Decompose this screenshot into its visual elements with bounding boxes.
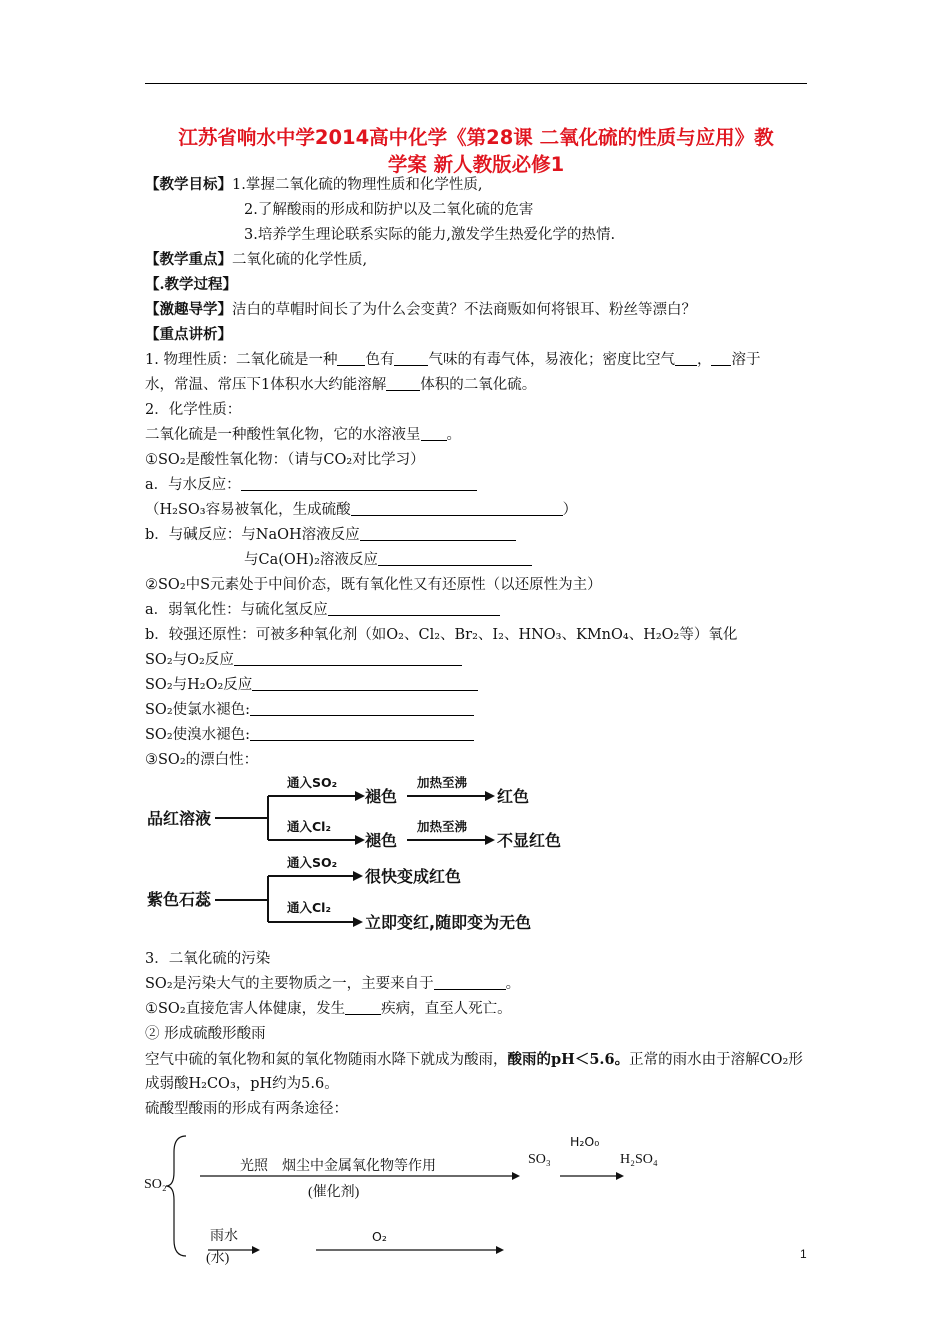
pass-so2-label: 通入SO₂ bbox=[287, 775, 338, 790]
caoh-line bbox=[244, 550, 532, 570]
lecture-label: 【重点讲析】 bbox=[145, 326, 232, 343]
blank-source bbox=[434, 975, 506, 990]
physical-text-7: 体积的二氧化硫。 bbox=[420, 377, 537, 393]
pollution-source-text: SO₂是污染大气的主要物质之一，主要来自于 bbox=[145, 976, 434, 992]
strong-reduction-line: b．较强还原性：可被多种氧化剂（如O₂、Cl₂、Br₂、I₂、HNO₃、KMnO₄、H₂O₂等）氧化 bbox=[145, 627, 738, 643]
blank-br2-water bbox=[250, 726, 474, 741]
physical-text-6: 水，常温、常压下1体积水大约能溶解 bbox=[145, 377, 387, 393]
arrow-head-icon bbox=[252, 1246, 260, 1254]
weak-oxidation-line bbox=[145, 600, 500, 620]
pass-so2-label-2: 通入SO₂ bbox=[287, 855, 338, 870]
bleach-heading: ③SO₂的漂白性： bbox=[145, 752, 259, 768]
arrow-head-icon bbox=[355, 791, 365, 801]
chemical-heading: 2．化学性质： bbox=[145, 402, 242, 418]
focus-line bbox=[145, 250, 367, 270]
title-line-1: 江苏省响水中学2014高中化学《第28课 二氧化硫的性质与应用》教 bbox=[178, 126, 774, 149]
arrow-head-icon bbox=[512, 1172, 520, 1180]
o2-reaction-label: SO₂与O₂反应 bbox=[145, 652, 234, 668]
document-title bbox=[145, 124, 807, 178]
blank-naoh bbox=[360, 526, 516, 541]
pollution-heading: 3．二氧化硫的污染 bbox=[145, 951, 271, 967]
pollution-source-line bbox=[145, 974, 520, 994]
brace-icon bbox=[166, 1136, 186, 1256]
arrow-head-icon bbox=[353, 917, 363, 927]
heat-label-2: 加热至沸 bbox=[417, 819, 468, 834]
rain-desc-c: 正常的雨水由于溶解CO₂形成弱酸H₂CO₃，pH约为5.6。 bbox=[145, 1052, 803, 1092]
goals-line-1 bbox=[145, 175, 482, 195]
goals-label: 【教学目标】 bbox=[145, 176, 232, 193]
goal-item-3: 3.培养学生理论联系实际的能力,激发学生热爱化学的热情. bbox=[244, 227, 616, 243]
so3-label: SO₃ bbox=[528, 1152, 551, 1167]
acid-rain-description bbox=[145, 1048, 807, 1096]
rain-desc-b: 酸雨的pH＜5.6。 bbox=[507, 1051, 630, 1068]
physical-text-4: ， bbox=[696, 352, 712, 368]
arrow-head-icon bbox=[496, 1246, 504, 1254]
redox-line: ②SO₂中S元素处于中间价态，既有氧化性又有还原性（以还原性为主） bbox=[145, 577, 602, 593]
physical-text-2: 色有 bbox=[365, 352, 395, 368]
acid-rain-path-diagram bbox=[140, 1128, 700, 1268]
health-text: ①SO₂直接危害人体健康，发生 bbox=[145, 1001, 346, 1017]
no-red-label: 不显红色 bbox=[497, 831, 562, 850]
chemical-intro-end: 。 bbox=[446, 427, 461, 443]
fade-label-1: 褪色 bbox=[365, 787, 398, 806]
paths-line: 硫酸型酸雨的形成有两条途径： bbox=[145, 1101, 348, 1117]
blank-cl2-water bbox=[250, 701, 474, 716]
blank-h2o2 bbox=[252, 676, 478, 691]
health-line bbox=[145, 999, 512, 1019]
base-reaction-label: b．与碱反应：与NaOH溶液反应 bbox=[145, 527, 360, 543]
chemical-intro-text: 二氧化硫是一种酸性氧化物，它的水溶液呈 bbox=[145, 427, 421, 443]
h2o2-reaction-label: SO₂与H₂O₂反应 bbox=[145, 677, 253, 693]
blank-solubility bbox=[711, 351, 731, 366]
h2so3-line bbox=[145, 500, 577, 520]
o2-label: O₂ bbox=[372, 1229, 387, 1244]
br2-water-label: SO₂使溴水褪色: bbox=[145, 727, 251, 743]
o2-reaction-line bbox=[145, 650, 462, 670]
so2-label: SO₂ bbox=[144, 1177, 167, 1192]
blank-acidity bbox=[421, 426, 447, 441]
focus-label: 【教学重点】 bbox=[145, 251, 232, 268]
bleach-diagram bbox=[145, 772, 625, 942]
blank-h2so3 bbox=[351, 501, 563, 516]
base-reaction-line bbox=[145, 525, 516, 545]
shirui-label: 紫色石蕊 bbox=[147, 890, 212, 909]
h2o2-reaction-line bbox=[145, 675, 478, 695]
intro-label: 【激趣导学】 bbox=[145, 301, 232, 318]
rain-desc-a: 空气中硫的氧化物和氮的氧化物随雨水降下就成为酸雨， bbox=[145, 1052, 508, 1068]
catalyst-label: (催化剂) bbox=[308, 1185, 360, 1200]
red-then-clear-label: 立即变红,随即变为无色 bbox=[365, 913, 532, 932]
blank-density bbox=[675, 351, 697, 366]
caoh-label: 与Ca(OH)₂溶液反应 bbox=[244, 552, 378, 568]
goal-item-1: 1.掌握二氧化硫的物理性质和化学性质, bbox=[232, 177, 483, 193]
physical-line-1 bbox=[145, 350, 760, 370]
arrow-head-icon bbox=[485, 791, 495, 801]
water-label: (水) bbox=[206, 1251, 230, 1266]
title-line-2: 学案 新人教版必修1 bbox=[387, 153, 565, 176]
health-end: 疾病，直至人死亡。 bbox=[381, 1001, 512, 1017]
br2-water-line bbox=[145, 725, 474, 745]
arrow-head-icon bbox=[353, 871, 363, 881]
acid-rain-heading: ② 形成硫酸形酸雨 bbox=[145, 1026, 266, 1042]
intro-text: 洁白的草帽时间长了为什么会变黄？不法商贩如何将银耳、粉丝等漂白？ bbox=[232, 302, 696, 318]
blank-o2 bbox=[234, 651, 462, 666]
h2so3-end: ） bbox=[562, 502, 578, 518]
pass-cl2-label-2: 通入Cl₂ bbox=[287, 900, 331, 915]
pinhong-label: 品红溶液 bbox=[147, 809, 212, 828]
rain-label: 雨水 bbox=[210, 1229, 238, 1244]
blank-h2s bbox=[328, 601, 500, 616]
page-number: 1 bbox=[800, 1247, 807, 1261]
blank-caoh bbox=[378, 551, 532, 566]
pass-cl2-label: 通入Cl₂ bbox=[287, 819, 331, 834]
cl2-water-line bbox=[145, 700, 474, 720]
physical-line-2 bbox=[145, 375, 536, 395]
arrow-head-icon bbox=[355, 835, 365, 845]
water-reaction-label: a．与水反应： bbox=[145, 477, 241, 493]
blank-disease bbox=[345, 1000, 381, 1015]
h2so3-text: （H₂SO₃容易被氧化，生成硫酸 bbox=[145, 502, 351, 518]
water-reaction-line bbox=[145, 475, 477, 495]
fade-label-2: 褪色 bbox=[365, 831, 398, 850]
blank-water-reaction bbox=[241, 476, 477, 491]
physical-text-1: 1. 物理性质：二氧化硫是一种 bbox=[145, 352, 338, 368]
pollution-source-end: 。 bbox=[505, 976, 521, 992]
intro-line bbox=[145, 300, 696, 320]
blank-odor bbox=[394, 351, 428, 366]
arrow-head-icon bbox=[485, 835, 495, 845]
goal-item-2: 2.了解酸雨的形成和防护以及二氧化硫的危害 bbox=[244, 202, 534, 218]
physical-text-3: 气味的有毒气体，易液化；密度比空气 bbox=[428, 352, 675, 368]
header-rule bbox=[145, 83, 807, 84]
acid-oxide-line: ①SO₂是酸性氧化物：（请与CO₂对比学习） bbox=[145, 452, 425, 468]
arrow-head-icon bbox=[616, 1172, 624, 1180]
cl2-water-label: SO₂使氯水褪色: bbox=[145, 702, 251, 718]
red-label: 红色 bbox=[497, 787, 530, 806]
heat-label-1: 加热至沸 bbox=[417, 775, 468, 790]
blank-volume bbox=[386, 376, 420, 391]
blank-color bbox=[337, 351, 365, 366]
h2so4-label: H₂SO₄ bbox=[620, 1152, 658, 1167]
chemical-intro bbox=[145, 425, 461, 445]
h2o-label: H₂O₀ bbox=[570, 1134, 600, 1149]
process-label: 【.教学过程】 bbox=[145, 276, 238, 293]
quick-red-label: 很快变成红色 bbox=[365, 867, 462, 886]
physical-text-5: 溶于 bbox=[731, 352, 761, 368]
condition-label: 光照 烟尘中金属氧化物等作用 bbox=[240, 1159, 436, 1174]
focus-text: 二氧化硫的化学性质, bbox=[232, 252, 368, 268]
weak-oxidation-label: a．弱氧化性：与硫化氢反应 bbox=[145, 602, 328, 618]
